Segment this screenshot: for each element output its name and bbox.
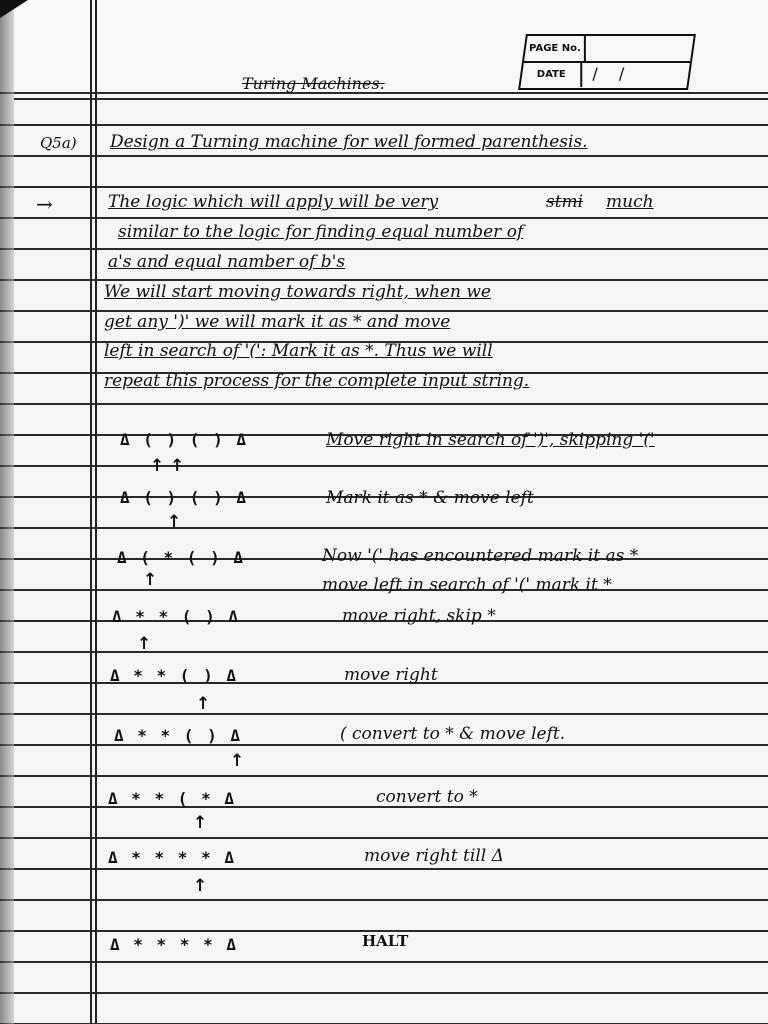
step-desc-8: move right till Δ	[364, 846, 504, 866]
head-arrow-8: ↑	[193, 876, 208, 896]
logic-line-2: similar to the logic for finding equal number of	[118, 222, 524, 242]
page-corner	[0, 0, 28, 18]
step-desc-1: Move right in search of ')', skipping '('	[326, 430, 655, 450]
page-title: Turing Machines.	[242, 74, 385, 93]
page-date-box	[518, 34, 696, 90]
tape-state-5: Δ * * ( ) Δ	[110, 666, 238, 685]
step-desc-3: Now '(' has encountered mark it as *	[322, 546, 639, 566]
step-desc-3b: move left in search of '(' mark it *	[322, 575, 612, 595]
logic-line-4: We will start moving towards right, when we	[104, 282, 491, 302]
head-arrow-7: ↑	[193, 813, 208, 833]
logic-line-1-end: much	[606, 192, 654, 212]
head-arrow-5: ↑	[196, 694, 211, 714]
question-label: Q5a)	[40, 134, 77, 152]
head-arrow-2: ↑	[167, 512, 182, 532]
logic-line-5: get any ')' we will mark it as * and move	[104, 312, 451, 332]
answer-arrow: →	[36, 192, 53, 216]
tape-state-1: Δ ( ) ( ) Δ	[120, 430, 248, 449]
step-desc-5: move right	[344, 665, 438, 685]
header-rule	[14, 92, 768, 94]
head-arrow-4: ↑	[137, 634, 152, 654]
step-desc-4: move right, skip *	[342, 606, 496, 626]
question-text: Design a Turning machine for well formed parenthesis.	[110, 132, 588, 152]
date-value: / /	[592, 64, 633, 83]
step-desc-6: ( convert to * & move left.	[340, 724, 566, 744]
tape-state-9: Δ * * * * Δ	[110, 935, 238, 954]
logic-line-7: repeat this process for the complete input string.	[104, 371, 530, 391]
margin-line	[90, 0, 92, 1024]
tape-state-4: Δ * * ( ) Δ	[112, 607, 240, 626]
head-arrow-6: ↑	[230, 751, 245, 771]
logic-line-1: The logic which will apply will be very	[108, 192, 439, 212]
head-arrow-1: ↑ ↑	[150, 456, 185, 476]
tape-state-3: Δ ( * ( ) Δ	[117, 548, 245, 567]
step-desc-9: HALT	[362, 932, 409, 950]
margin-line	[95, 0, 97, 1024]
tape-state-8: Δ * * * * Δ	[108, 848, 236, 867]
logic-line-1-struck: stmi	[546, 192, 584, 212]
page-no-label: PAGE No.	[526, 36, 586, 61]
tape-state-7: Δ * * ( * Δ	[108, 789, 236, 808]
step-desc-7: convert to *	[376, 787, 478, 807]
tape-state-2: Δ ( ) ( ) Δ	[120, 488, 248, 507]
date-label: DATE	[522, 62, 582, 87]
step-desc-2: Mark it as * & move left	[326, 488, 534, 508]
header-rule	[14, 98, 768, 100]
logic-line-3: a's and equal namber of b's	[108, 252, 346, 272]
head-arrow-3: ↑	[143, 570, 158, 590]
logic-line-6: left in search of '(': Mark it as *. Thus we will	[104, 341, 493, 361]
page-shadow	[0, 0, 14, 1024]
tape-state-6: Δ * * ( ) Δ	[114, 726, 242, 745]
